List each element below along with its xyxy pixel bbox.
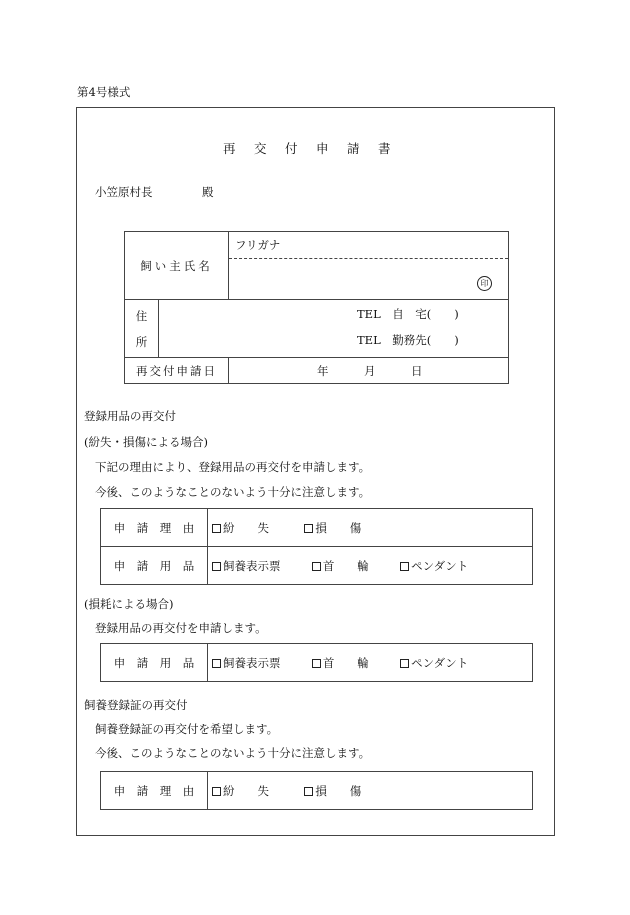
reason-label: 申 請 理 由 [101,772,208,810]
item-options [208,644,533,682]
furigana-label: フリガナ [235,238,281,252]
case-lost-damaged: (紛失・損傷による場合) [84,435,208,449]
checkbox-icon[interactable] [312,659,321,668]
statement-text: 下記の理由により、登録用品の再交付を申請します。 [95,460,371,474]
checkbox-icon[interactable] [312,562,321,571]
applicant-table [124,231,509,384]
item-collar-label: 首 輪 [322,558,369,573]
checkbox-icon[interactable] [212,787,221,796]
item-tag-option[interactable] [212,559,281,573]
supplies-request-table [100,508,533,585]
title-char: 交 [254,141,267,156]
address-label-char: 所 [135,334,148,349]
checkbox-icon[interactable] [212,659,221,668]
caution-text: 今後、このようなことのないよう十分に注意します。 [95,485,371,499]
item-options [208,547,533,585]
wear-request-table [100,643,533,682]
section-heading-supplies: 登録用品の再交付 [84,409,176,423]
item-collar-option[interactable] [312,559,369,573]
address-label-char: 住 [135,308,148,323]
title-char: 再 [223,141,236,156]
checkbox-icon[interactable] [304,524,313,533]
reason-lost-label: 紛 失 [223,520,269,535]
item-pendant-label: ペンダント [411,558,469,573]
reason-lost-option[interactable] [212,521,269,535]
checkbox-icon[interactable] [400,659,409,668]
reason-options [208,509,533,547]
item-tag-label: 飼養表示票 [223,558,281,573]
title-char: 付 [285,141,298,156]
reason-damaged-label: 損 傷 [315,520,362,535]
date-year: 年 [317,364,329,378]
checkbox-icon[interactable] [304,787,313,796]
certificate-caution-text: 今後、このようなことのないよう十分に注意します。 [95,746,371,760]
certificate-statement-text: 飼養登録証の再交付を希望します。 [95,722,279,736]
application-date-cell[interactable] [229,358,509,384]
checkbox-icon[interactable] [212,562,221,571]
item-collar-option[interactable] [312,656,369,670]
application-date-label: 再交付申請日 [125,358,229,384]
date-month: 月 [364,364,376,378]
form-number-label: 第4号様式 [77,85,131,99]
owner-name-field[interactable] [229,258,508,299]
document-title [223,139,409,157]
reason-label: 申 請 理 由 [101,509,208,547]
item-pendant-option[interactable] [400,559,468,573]
owner-name-cell[interactable] [229,232,509,300]
reason-lost-option[interactable] [212,784,269,798]
seal-mark-icon: 印 [477,276,492,291]
title-char: 請 [347,141,360,156]
case-wear: (損耗による場合) [84,597,174,611]
title-char: 申 [316,141,329,156]
owner-name-label: 飼い主氏名 [125,232,229,300]
title-char: 書 [378,141,391,156]
addressee-honorific: 殿 [202,185,214,199]
items-label: 申 請 用 品 [101,547,208,585]
reason-damaged-option[interactable] [304,784,361,798]
reason-damaged-option[interactable] [304,521,361,535]
address-label [125,300,159,358]
tel-work: TEL 勤務先( ) [357,333,459,347]
certificate-request-table [100,771,533,810]
reason-lost-label: 紛 失 [223,783,269,798]
address-cell[interactable] [159,300,509,358]
checkbox-icon[interactable] [212,524,221,533]
date-day: 日 [411,364,423,378]
wear-statement-text: 登録用品の再交付を申請します。 [95,621,267,635]
reason-options [208,772,533,810]
addressee-name: 小笠原村長 [95,185,153,199]
items-label: 申 請 用 品 [101,644,208,682]
item-tag-option[interactable] [212,656,281,670]
item-pendant-label: ペンダント [411,655,469,670]
item-pendant-option[interactable] [400,656,468,670]
item-collar-label: 首 輪 [322,655,369,670]
tel-home: TEL 自 宅( ) [357,307,459,321]
checkbox-icon[interactable] [400,562,409,571]
item-tag-label: 飼養表示票 [223,655,281,670]
reason-damaged-label: 損 傷 [315,783,362,798]
section-heading-certificate: 飼養登録証の再交付 [84,698,188,712]
